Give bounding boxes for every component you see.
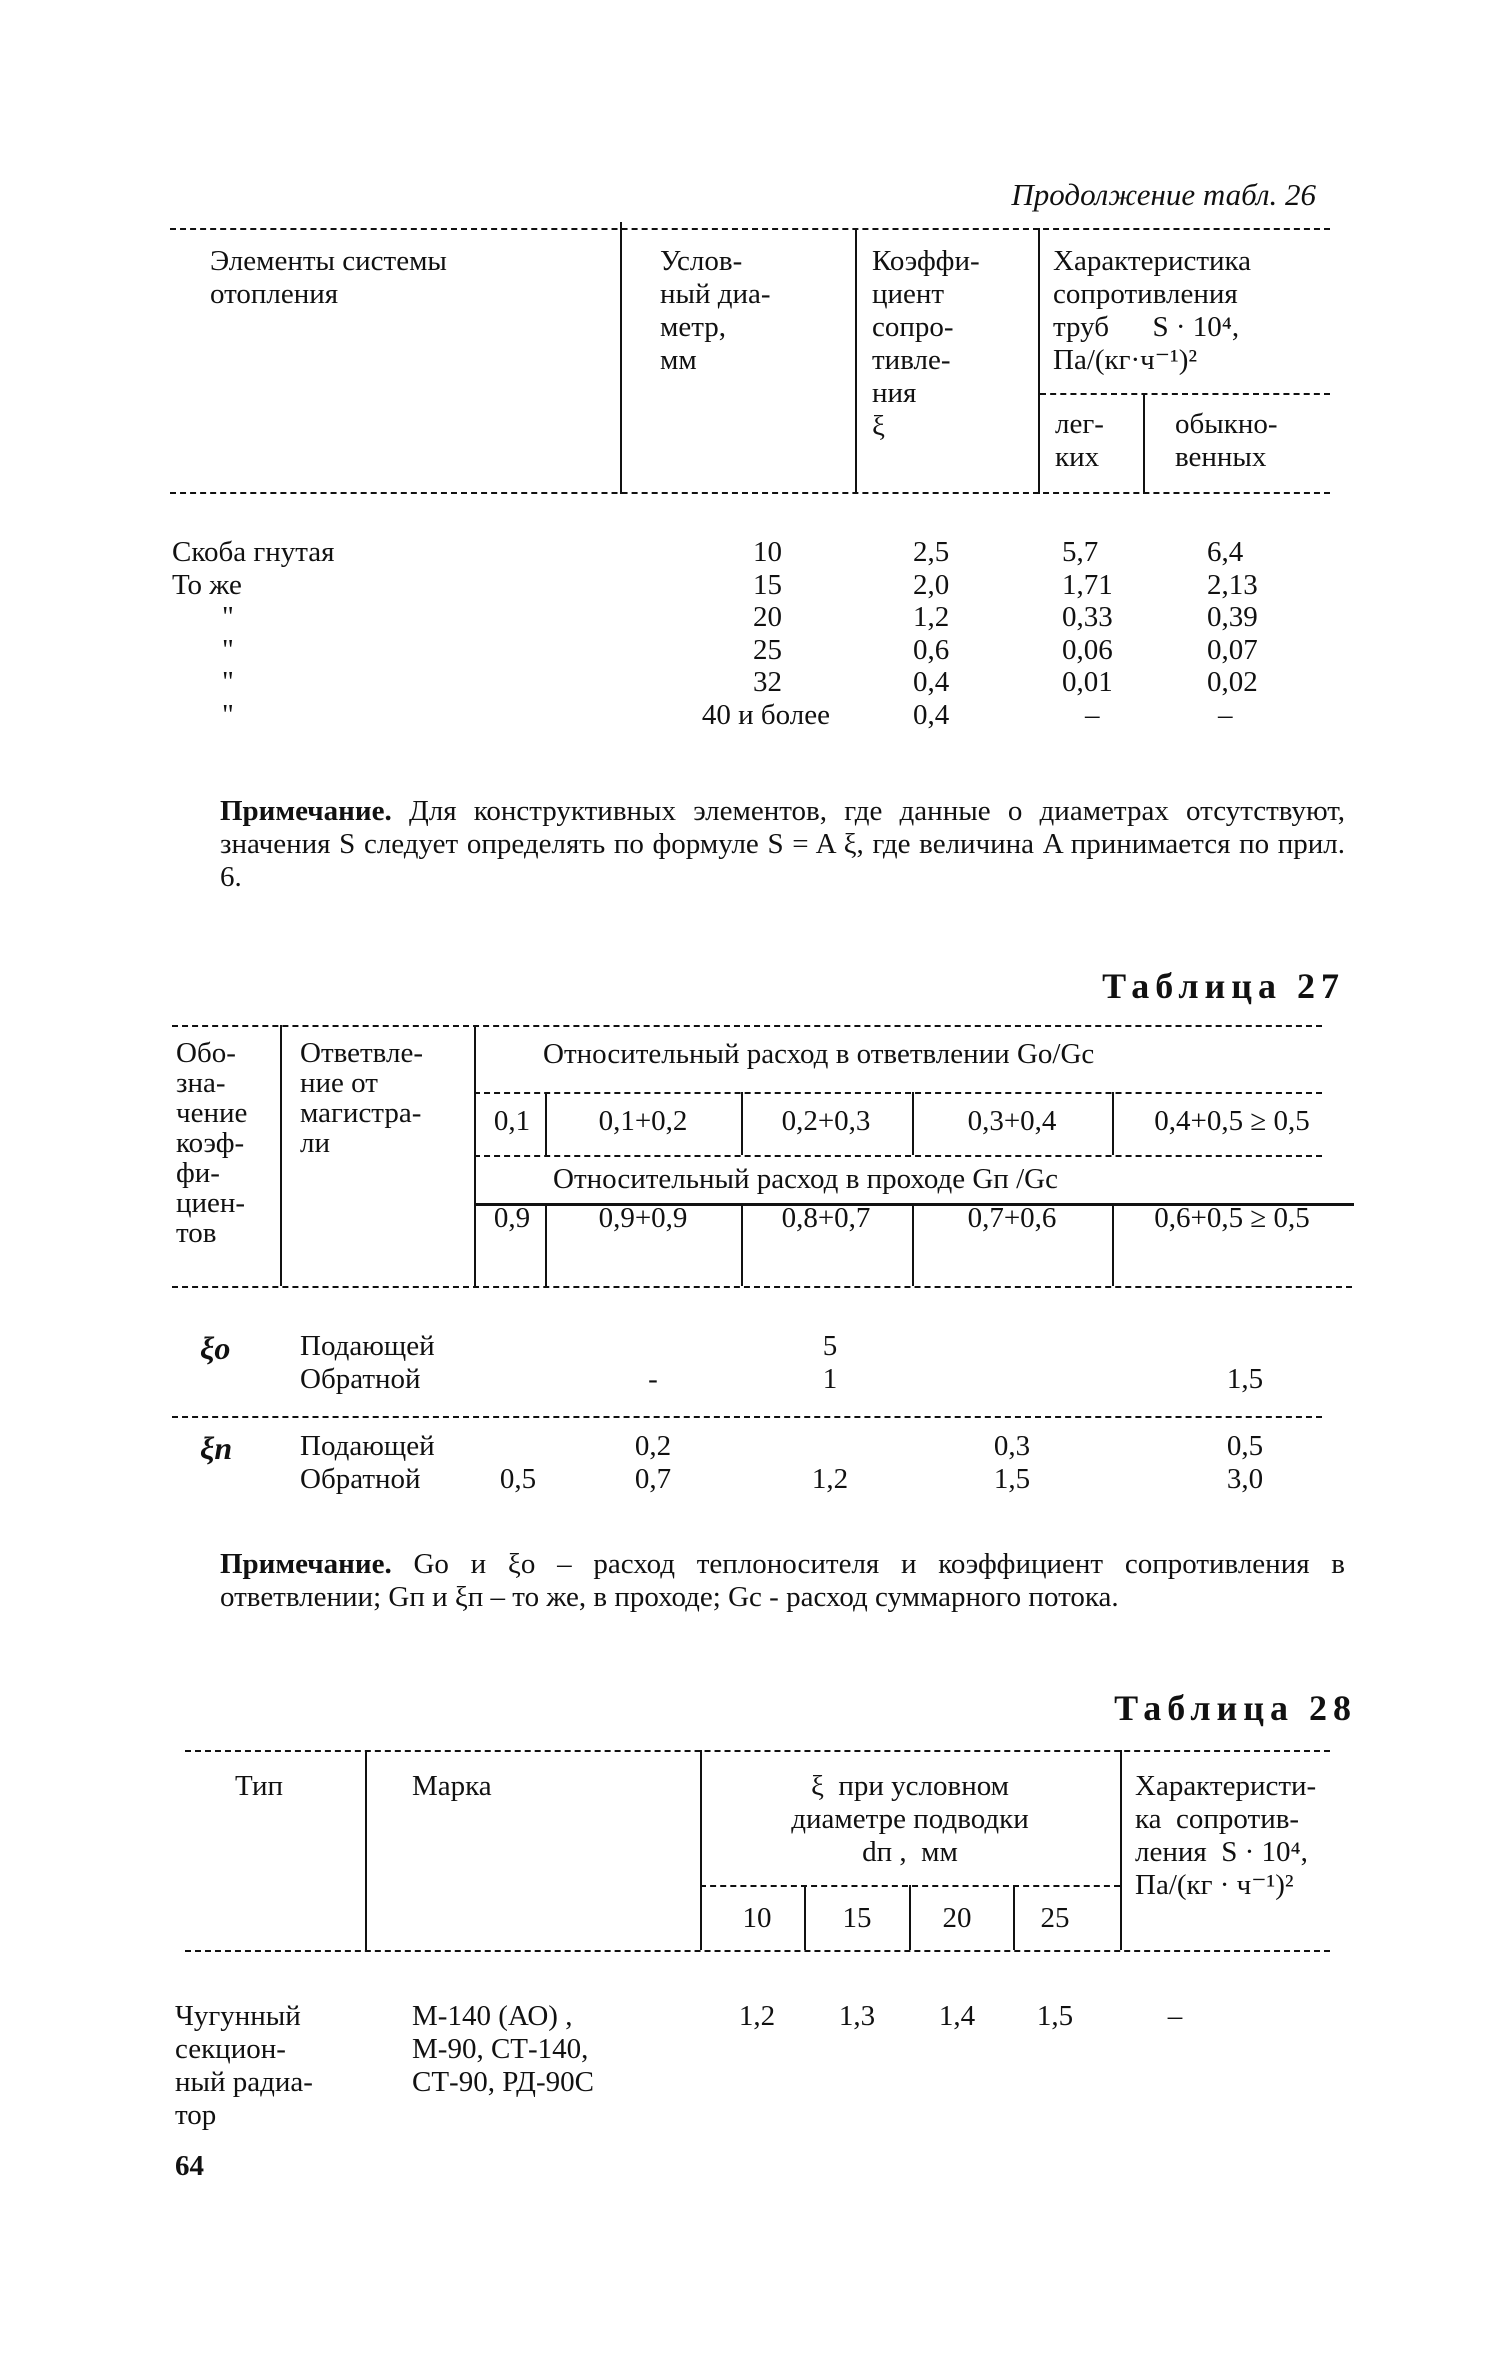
column-divider [741,1092,743,1155]
column-divider [1112,1092,1114,1155]
header-coefficient: Коэффи- циент сопро- тивле- ния ξ [872,245,980,442]
table-rule [474,1155,1322,1157]
cell-value: 1,5 [1226,1363,1264,1395]
column-divider [909,1885,911,1950]
cell-value: 5 [822,1330,838,1362]
cell-value: - [648,1363,658,1395]
column-divider [620,222,622,494]
header-pass-flow: Относительный расход в проходе Gп /Gс [553,1163,1058,1195]
cell-value: 0,2 [634,1430,672,1462]
header-characteristic: Характеристи- ка сопротив- ления S · 10⁴, Па/(кг · ч⁻¹)² [1135,1770,1317,1901]
branch-range: 0,4+0,5 ≥ 0,5 [1154,1105,1310,1137]
table-rule [1040,393,1330,395]
column-divider [545,1203,547,1286]
cell-brand: М-140 (АО) , М-90, СТ-140, СТ-90, РД-90С [412,2000,594,2098]
cell-element: То же [172,568,242,601]
column-divider [741,1203,743,1286]
cell-coefficient: 1,2 [913,601,950,633]
cell-diameter: 15 [753,568,782,601]
cell-light: 0,01 [1062,666,1113,698]
header-designation: Обо- зна- чение коэф- фи- циен- тов [176,1037,248,1249]
cell-element: Скоба гнутая [172,536,335,568]
header-branch-flow: Относительный расход в ответвлении Gо/Gс [543,1038,1095,1070]
column-divider [1112,1203,1114,1286]
pass-range: 0,6+0,5 ≥ 0,5 [1154,1202,1310,1234]
pass-range: 0,9+0,9 [598,1202,688,1234]
diameter-header: 20 [942,1902,972,1934]
cell-light: 0,33 [1062,601,1113,633]
column-divider [912,1203,914,1286]
cell-light: 0,06 [1062,633,1113,666]
coefficient-symbol: ξо [200,1330,231,1366]
cell-value: 0,5 [1226,1430,1264,1462]
cell-ordinary: 0,02 [1207,666,1258,698]
column-divider [1120,1750,1122,1950]
table-rule [185,1950,1330,1952]
cell-value: 1,5 [993,1463,1031,1495]
note-text: Gо и ξо – расход теплоносителя и коэффициент сопротивления в ответвлении; Gп и ξп – то же, в проходе; Gс - расход суммарного потока. [220,1548,1345,1613]
table-rule [170,492,1330,494]
cell-ordinary: 0,39 [1207,601,1258,633]
continuation-caption: Продолжение табл. 26 [1011,177,1316,212]
column-divider [545,1092,547,1155]
pass-range: 0,7+0,6 [967,1202,1057,1234]
cell-type: Чугунный секцион- ный радиа- тор [175,2000,313,2131]
column-divider [700,1750,702,1950]
cell-coefficient: 0,4 [913,698,950,731]
cell-coefficient: 0,4 [913,666,950,698]
pass-range: 0,8+0,7 [781,1202,871,1234]
column-divider [365,1750,367,1950]
coefficient-symbol: ξп [200,1430,233,1466]
cell-coefficient: 2,5 [913,536,950,568]
row-label: Обратной [300,1363,421,1395]
table-28-title: Таблица 28 [1114,1688,1357,1728]
header-brand: Марка [412,1770,492,1802]
column-divider [1013,1885,1015,1950]
pass-range: 0,9 [493,1202,531,1234]
note-1 [220,795,1345,894]
table-rule [474,1092,1322,1094]
branch-range: 0,1 [493,1105,531,1137]
header-diameter: Услов- ный диа- метр, мм [660,245,771,376]
column-divider [280,1025,282,1286]
cell-light: 5,7 [1062,536,1099,568]
cell-value: 3,0 [1226,1463,1264,1495]
cell-diameter: 40 и более [701,698,830,731]
page-number: 64 [175,2150,204,2182]
table-rule [172,1416,1322,1418]
note-2 [220,1548,1345,1614]
cell-value: 1,4 [938,2000,976,2032]
cell-value: 0,7 [634,1463,672,1495]
row-label: Подающей [300,1330,435,1362]
diameter-header: 25 [1040,1902,1070,1934]
header-xi: ξ при условном диаметре подводки dп , мм [791,1770,1029,1868]
cell-ordinary: 6,4 [1207,536,1244,568]
cell-diameter: 25 [753,633,782,666]
branch-range: 0,1+0,2 [598,1105,688,1137]
note-label: Примечание. [220,795,392,827]
cell-coefficient: 2,0 [913,568,950,601]
cell-ordinary: 0,07 [1207,633,1258,666]
cell-value: 1,3 [838,2000,876,2032]
column-divider [804,1885,806,1950]
table-rule [185,1750,1330,1752]
header-element: Элементы системы отопления [210,245,447,310]
cell-element: " [222,633,234,666]
cell-value: 1 [822,1363,838,1395]
column-divider [912,1092,914,1155]
diameter-header: 15 [842,1902,872,1934]
cell-element: " [222,698,234,731]
cell-value: 0,3 [993,1430,1031,1462]
cell-value: 1,2 [738,2000,776,2032]
header-ordinary: обыкно- венных [1175,408,1278,473]
table-27-title: Таблица 27 [1102,966,1345,1006]
cell-characteristic: – [1167,2000,1183,2032]
cell-coefficient: 0,6 [913,633,950,666]
header-characteristic: Характеристика сопротивления труб S · 10⁴, Па/(кг·ч⁻¹)² [1053,245,1252,376]
cell-ordinary: 2,13 [1207,568,1258,601]
column-divider [1038,228,1040,494]
table-rule [170,228,1330,230]
column-divider [855,228,857,494]
cell-element: " [222,666,234,698]
cell-value: 0,5 [499,1463,537,1495]
branch-range: 0,2+0,3 [781,1105,871,1137]
table-rule [172,1286,1352,1288]
header-type: Тип [235,1770,284,1802]
cell-diameter: 20 [753,601,782,633]
header-branch: Ответвле- ние от магистра- ли [300,1037,423,1159]
row-label: Подающей [300,1430,435,1462]
note-text: Для конструктивных элементов, где данные о диаметрах отсутствуют, значения S следует определять по формуле S = A ξ, где величина A принимается по прил. 6. [220,795,1345,893]
column-divider [1143,393,1145,494]
note-label: Примечание. [220,1548,392,1580]
branch-range: 0,3+0,4 [967,1105,1057,1137]
cell-diameter: 32 [753,666,782,698]
header-light: лег- ких [1055,408,1104,473]
column-divider [474,1025,476,1286]
cell-element: " [222,601,234,633]
cell-value: 1,2 [811,1463,849,1495]
cell-ordinary: – [1218,698,1233,731]
cell-light: – [1085,698,1100,731]
table-rule [172,1025,1322,1027]
diameter-header: 10 [742,1902,772,1934]
row-label: Обратной [300,1463,421,1495]
cell-value: 1,5 [1036,2000,1074,2032]
cell-diameter: 10 [753,536,782,568]
cell-light: 1,71 [1062,568,1113,601]
